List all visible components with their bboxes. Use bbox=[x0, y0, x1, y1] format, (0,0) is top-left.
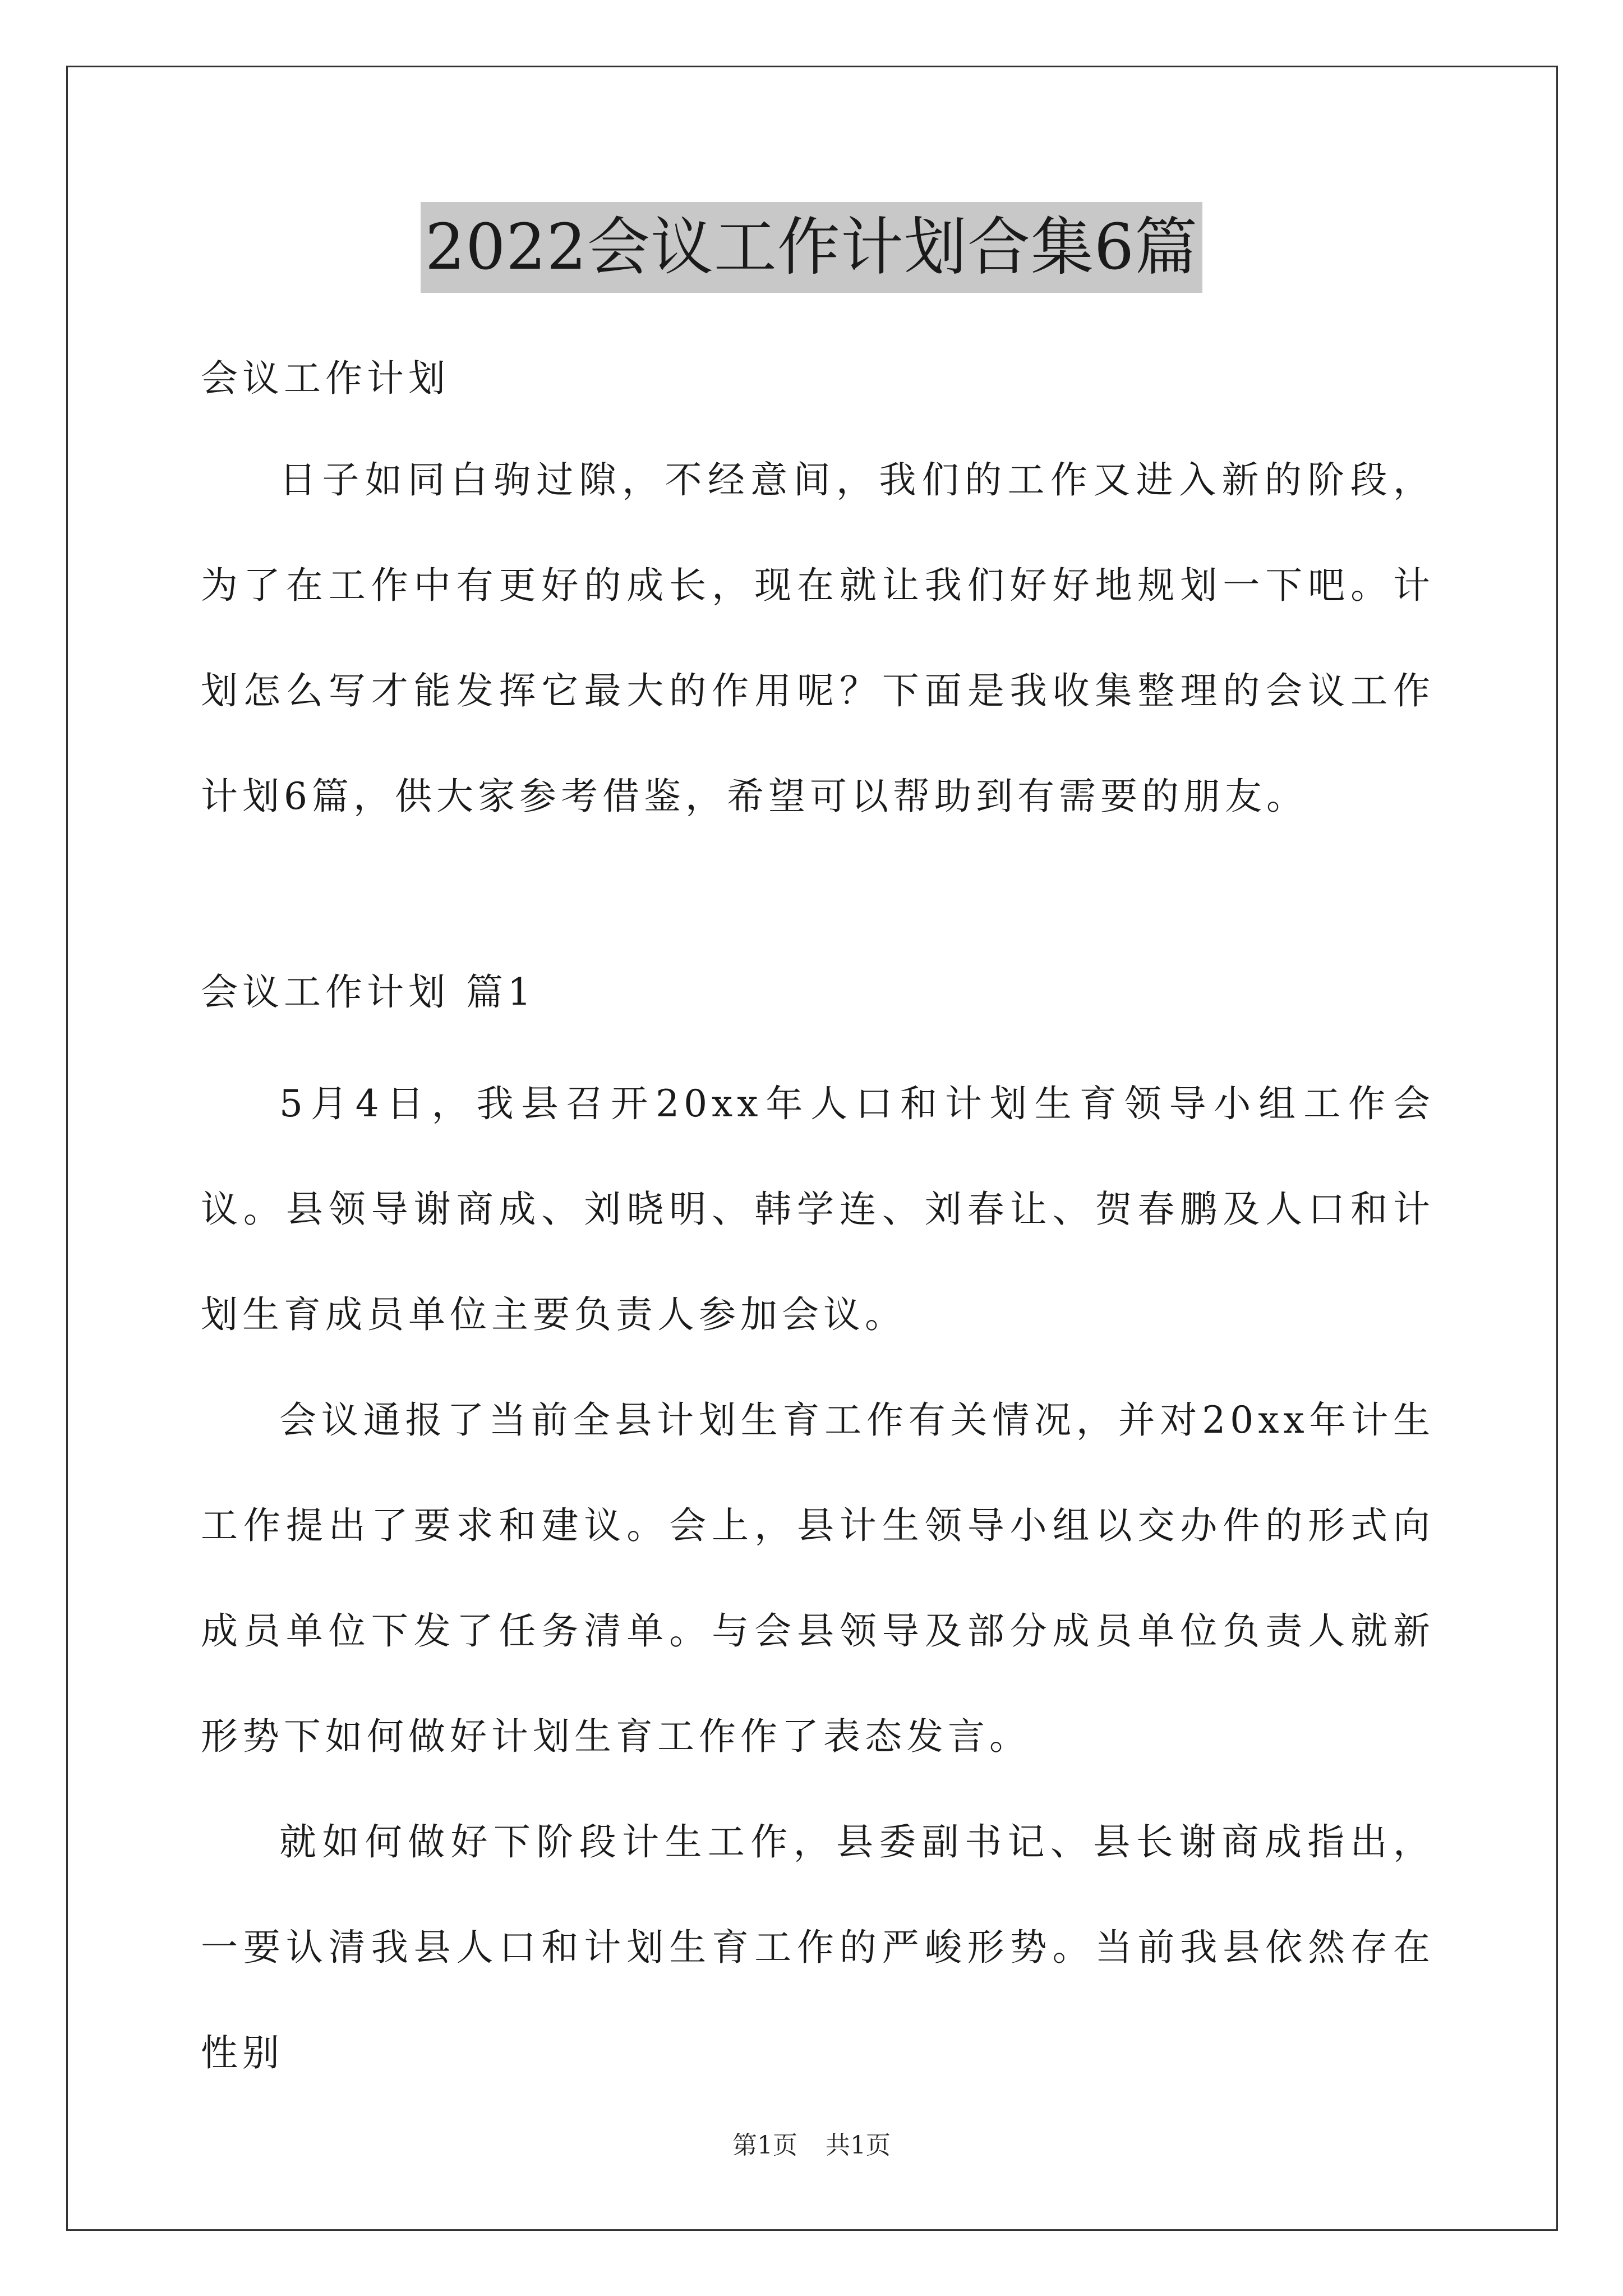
paragraph: 日子如同白驹过隙，不经意间，我们的工作又进入新的阶段，为了在工作中有更好的成长，现在就让我们好好地规划一下吧。计划怎么写才能发挥它最大的作用呢？下面是我收集整理的会议工作计划6篇，供大家参考借鉴，希望可以帮助到有需要的朋友。 bbox=[201, 458, 1435, 818]
document-body bbox=[201, 314, 1435, 2106]
paragraph: 会议通报了当前全县计划生育工作有关情况，并对20xx年计生工作提出了要求和建议。会上，县计生领导小组以交办件的形式向成员单位下发了任务清单。与会县领导及部分成员单位负责人就新形势下如何做好计划生育工作作了表态发言。 bbox=[201, 1398, 1435, 1758]
section-heading: 会议工作计划 篇1 bbox=[201, 970, 536, 1014]
document-title: 2022会议工作计划合集6篇 bbox=[421, 202, 1202, 293]
paragraph: 就如何做好下阶段计生工作，县委副书记、县长谢商成指出，一要认清我县人口和计划生育工作的严峻形势。当前我县依然存在性别 bbox=[201, 1820, 1435, 2074]
page-number: 第1页 bbox=[732, 2131, 797, 2160]
section-heading: 会议工作计划 bbox=[201, 357, 450, 400]
paragraph: 5月4日，我县召开20xx年人口和计划生育领导小组工作会议。县领导谢商成、刘晓明、韩学连、刘春让、贺春鹏及人口和计划生育成员单位主要负责人参加会议。 bbox=[201, 1082, 1435, 1336]
page-total: 共1页 bbox=[826, 2131, 891, 2160]
page-footer bbox=[0, 2129, 1623, 2162]
title-container bbox=[0, 202, 1623, 293]
